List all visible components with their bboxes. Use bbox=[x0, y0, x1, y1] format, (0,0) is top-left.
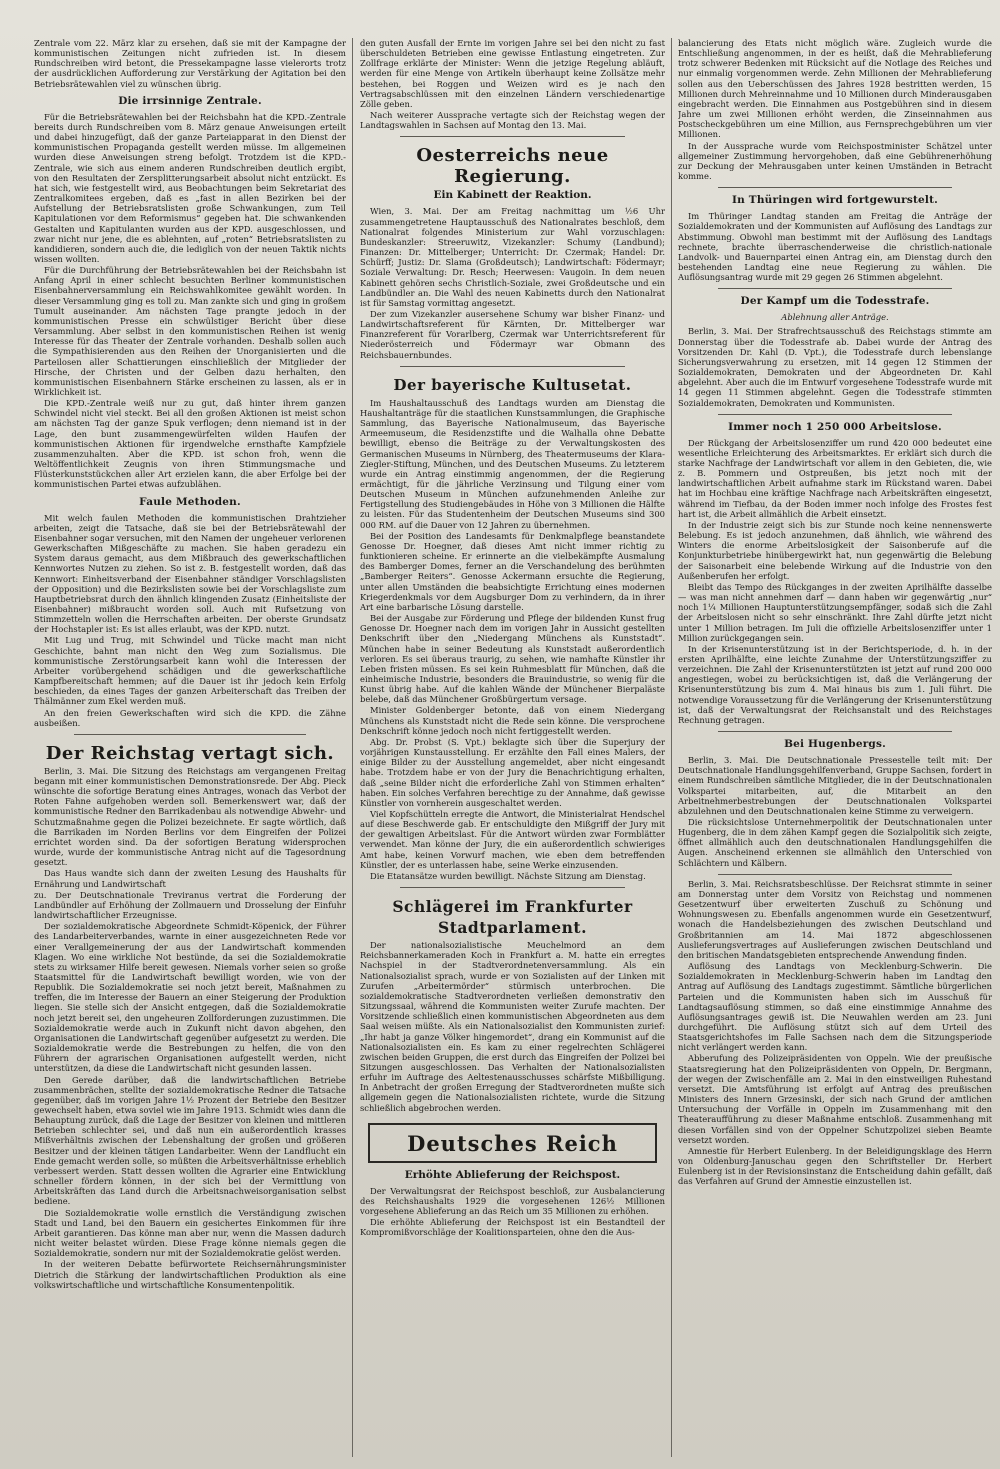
article-paragraph: Abberufung des Polizeipräsidenten von Oppeln. Wie der preußische Staatsregierung hat den Polizeipräsidenten von Oppeln, Dr. Bergmann, der wegen der Zwischenfälle am 2. Mai in den einstweiligen Ruhestand versetzt. Die Amtsführung ist erfolgt auf Antrag des preußischen Ministers des Innern Grzesinski, der sich nach Grund der amtlichen Untersuchung der Vorfälle in Oppeln im Zusammenhang mit den Theateraufführung zu dieser Maßnahme entschloß. Zusammenhang mit diesen Vorfällen sind von der Oppelner Schutzpolizei sieben Beamte versetzt worden. bbox=[678, 1053, 992, 1145]
article-paragraph: Die Sozialdemokratie wolle ernstlich die Verständigung zwischen Stadt und Land, bei den Bauern ein gesichertes Einkommen für ihre Arbeit garantieren. Das könne man aber nur, wenn die Massen dadurch nicht weiter belastet würden. Diese Frage könne niemals gegen die Sozialdemokratie, sondern nur mit der Sozialdemokratie gelöst werden. bbox=[34, 1207, 346, 1259]
subheadline: Ein Kabinett der Reaktion. bbox=[433, 189, 592, 202]
column-rule bbox=[671, 38, 672, 1457]
article-paragraph: In der Aussprache wurde vom Reichspostminister Schätzel unter allgemeiner Zustimmung hervorgehoben, daß eine Gebührenerhöhung zur Deckung der Mehrausgaben unter keinen Umständen in Betracht komme. bbox=[678, 140, 992, 182]
article-paragraph: In der Krisenunterstützung ist in der Berichtsperiode, d. h. in der ersten Aprilhälfte, eine leichte Zunahme der Unterstützungsziffer zu verzeichnen. Die Zahl der Krisenunterstützten ist jetzt auf rund 200 000 angestiegen, wobei zu berücksichtigen ist, daß die Verlängerung der Krisenunterstützung bis zum 4. Mai hinaus bis zum 1. Juli führt. Die notwendige Voraussetzung für die Verlängerung der Krisenunterstützung ist, daß der Verwaltungsrat der Reichsanstalt und des Reichstages Rechnung getragen. bbox=[678, 643, 992, 725]
article-paragraph: zu. Der Deutschnationale Treviranus vertrat die Forderung der Landbündler auf Erhöhung der Zollmauern und Drosselung der Einfuhr landwirtschaftlicher Erzeugnisse. bbox=[34, 889, 346, 921]
article-paragraph: Die erhöhte Ablieferung der Reichspost ist ein Bestandteil der Kompromißvorschläge der Koalitionsparteien, ohne den die Aus- bbox=[360, 1217, 665, 1238]
divider bbox=[718, 874, 952, 875]
headline: Der bayerische Kultusetat. bbox=[393, 375, 632, 394]
article-paragraph: Die Etatansätze wurden bewilligt. Nächste Sitzung am Dienstag. bbox=[370, 870, 646, 881]
article-paragraph: Berlin, 3. Mai. Die Sitzung des Reichstags am vergangenen Freitag begann mit einer kommunistischen Demonstrationsrede. Der Abg. Pieck wünschte die sofortige Beratung eines Antrages, wonach das Verbot der Roten Fahne aufgehoben werden soll. Bemerkenswert war, daß der kommunistische Redner den Barrikadenbau als notwendige Abwehr- und Schutzmaßnahme gegen die Polizei bezeichnete. Er sagte wörtlich, daß die Barrikaden im Norden Berlins vor dem Eingreifen der Polizei errichtet worden sind. Da der sofortigen Beratung widersprochen wurde, wurde der kommunistische Antrag nicht auf die Tagesordnung gesetzt. bbox=[34, 765, 346, 868]
article-paragraph: Mit Lug und Trug, mit Schwindel und Tücke macht man nicht Geschichte, bahnt man nicht den Weg zum Sozialismus. Die kommunistische Zerstörungsarbeit kann wohl die Interessen der Arbeiter vorübergehend schädigen und die gewerkschaftliche Kampfbereitschaft hemmen; auf die Dauer ist ihr jedoch kein Erfolg beschieden, da eines Tages der ganzen Arbeiterschaft das Treiben der Thälmänner zum Ekel werden muß. bbox=[34, 635, 346, 707]
column-middle bbox=[360, 38, 665, 1459]
article-paragraph: Für die Betriebsrätewahlen bei der Reichsbahn hat die KPD.-Zentrale bereits durch Rundschreiben vom 8. März genaue Anweisungen erteilt und dabei hinzugefügt, daß der ganze Parteiapparat in den Dienst der kommunistischen Propaganda gestellt werden müsse. Im allgemeinen wurden diese Anweisungen streng befolgt. Trotzdem ist die KPD.-Zentrale, wie sich aus einem anderen Rundschreiben deutlich ergibt, von den Resultaten der Zersplitterungsarbeit absolut nicht entzückt. Es hat sich, wie festgestellt wird, aus Beobachtungen beim Sekretariat des Zentralkomitees ergeben, daß es „fast in allen Bezirken bei der Aufstellung der Betriebsratslisten große Schwankungen, zum Teil Kapitulationen vor dem Reformismus“ gegeben hat. Die schwankenden Gestalten und Kapitulanten wurden aus der KPD. ausgeschlossen, und zwar nicht nur jene, die es ablehnten, auf „roten“ Betriebsratslisten zu kandidieren, sondern auch die, die lediglich von der neuen Taktik nichts wissen wollten. bbox=[34, 111, 346, 264]
divider bbox=[400, 366, 625, 367]
subheadline: Erhöhte Ablieferung der Reichspost. bbox=[404, 1168, 621, 1181]
article-paragraph: Auflösung des Landtags von Mecklenburg-Schwerin. Die Sozialdemokraten in Mecklenburg-Schwerin haben im Landtag den Antrag auf Auflösung des Landtags zugestimmt. Sämtliche bürgerlichen Parteien und die Kommunisten haben sich im Ausschuß für Landtagsauflösung stimmen, so daß eine einstimmige Annahme des Auflösungsantrages gewiß ist. Die Neuwahlen werden am 23. Juni durchgeführt. Die Auflösung stützt sich auf dem Urteil des Staatsgerichtshofes im Falle Sachsen nach dem die Sitzungsperiode nicht verlängert werden kann. bbox=[678, 961, 992, 1053]
article-paragraph: Zentrale vom 22. März klar zu ersehen, daß sie mit der Kampagne der kommunistischen Zeitungen nicht zufrieden ist. In diesem Rundschreiben wird betont, die Pressekampagne lasse vielerorts trotz der ausdrücklichen Aufforderung zur Verstärkung der Agitation bei den Betriebsrätewahlen viel zu wünschen übrig. bbox=[34, 38, 346, 89]
divider bbox=[718, 731, 952, 732]
article-paragraph: Bleibt das Tempo des Rückganges in der zweiten Aprilhälfte dasselbe — was man nicht annehmen darf — dann haben wir gegenwärtig „nur“ noch 1¼ Millionen Hauptunterstützungsempfänger, sodaß sich die Zahl der Arbeitslosen nicht so sehr einschränkt. Ihre Zahl dürfte jetzt nicht unter 1 Million betragen. Im Juli die offizielle Arbeitslosenziffer unter 1 Million zurückgegangen sein. bbox=[678, 581, 992, 643]
article-paragraph: Berlin, 3. Mai. Reichsratsbeschlüsse. Der Reichsrat stimmte in seiner am Donnerstag unter dem Vorsitz von Reichstag und nommenen Gesetzentwurf über erweiterten Zuschuß zu Schönung und Wohnungswesen zu. Ebenfalls angenommen wurde ein Gesetzentwurf, wonach die Handelsbeziehungen des zwischen Deutschland und Großbritannien am 14. Mai 1872 abgeschlossenen Auslieferungsvertrages auf Auslieferungen zwischen Deutschland und den britischen Mandatsgebieten entsprechende Anwendung finden. bbox=[678, 878, 992, 960]
headline: Schlägerei im Frankfurter Stadtparlament. bbox=[392, 897, 633, 938]
article-paragraph: Berlin, 3. Mai. Die Deutschnationale Pressestelle teilt mit: Der Deutschnationale Handlungsgehilfenverband, Gruppe Sachsen, fordert in einem Rundschreiben sämtliche Mitglieder, die in der Deutschnationalen Volkspartei mitarbeiten, auf, die Mitarbeit an den Arbeitnehmerbestrebungen der Deutschnationalen Volkspartei abzulehnen und den Deutschnationalen keine Stimme zu verweigern. bbox=[678, 755, 992, 816]
article-paragraph: Der Rückgang der Arbeitslosenziffer um rund 420 000 bedeutet eine wesentliche Erleichterung des Arbeitsmarktes. Er erklärt sich durch die starke Nachfrage der Landwirtschaft vor allem in den Gebieten, die, wie z. B. Pommern und Ostpreußen, bis jetzt noch mit der landwirtschaftlichen Arbeit aufnahme stark im Rückstand waren. Dabei hat im Hochbau eine kräftige Nachfrage nach Arbeitskräften eingesetzt, während im Tiefbau, da der Boden immer noch infolge des Frostes fest hart ist, die Arbeit allmählich die Arbeit einsetzt. bbox=[678, 437, 992, 519]
column-left bbox=[34, 38, 346, 1459]
article-paragraph: Nach weiterer Aussprache vertagte sich der Reichstag wegen der Landtagswahlen in Sachsen auf Montag den 13. Mai. bbox=[360, 110, 665, 131]
article-paragraph: In der weiteren Debatte befürwortete Reichsernährungsminister Dietrich die Stärkung der landwirtschaftlichen Produktion als eine volkswirtschaftliche und wirtschaftliche Konsumentenpolitik. bbox=[34, 1259, 346, 1290]
headline: Faule Methoden. bbox=[139, 495, 241, 508]
subheadline: Ablehnung aller Anträge. bbox=[781, 312, 889, 323]
article-paragraph: An den freien Gewerkschaften wird sich die KPD. die Zähne ausbeißen. bbox=[34, 707, 346, 728]
article-paragraph: Viel Kopfschütteln erregte die Antwort, die Ministerialrat Hendschel auf diese Beschwerde gab. Er entschuldigte den Mißgriff der Jury mit der gewaltigen Arbeitslast. Für die Antwort würden zwar Formblätter verwendet. Man könne der Jury, die ein außerordentlich schwieriges Amt habe, keinen Vorwurf machen, wie eben dem betreffenden Künstler, der es unterlassen habe, seine Werke einzusenden. bbox=[360, 809, 665, 870]
column-right bbox=[678, 38, 992, 1459]
headline: Immer noch 1 250 000 Arbeitslose. bbox=[728, 420, 942, 433]
article-paragraph: balancierung des Etats nicht möglich wäre. Zugleich wurde die Entschließung angenommen, in der es heißt, daß die Mehrablieferung trotz schwerer Bedenken mit Rücksicht auf die Notlage des Reiches und nur einmalig vorgenommen werde. Zehn Millionen der Mehrablieferung sollen aus den Ueberschüssen des Jahres 1928 bestritten werden, 15 Millionen durch Mehreinnahme und 10 Millionen durch Minderausgaben eingebracht werden. Die Einnahmen aus Postgebühren sind in diesem Jahre um zwei Millionen erhöht werden, die Zinseinnahmen aus Postscheckgebühren um eine Million, aus Fernsprechgebühren um vier Millionen. bbox=[678, 38, 992, 140]
article-paragraph: Für die Durchführung der Betriebsrätewahlen bei der Reichsbahn ist Anfang April in einer schlecht besuchten Berliner kommunistischen Eisenbahnerversammlung ein Reichswahlkomitee gewählt worden. In dieser Versammlung ging es toll zu. Man zankte sich und ging in großem Tumult auseinander. Am nächsten Tage prangte jedoch in der kommunistischen Presse ein schwülstiger Bericht über diese Versammlung. Aber selbst in den kommunistischen Reihen ist wenig Interesse für das Theater der Zentrale vorhanden. Deshalb sollen auch die Sympathisierenden aus den Reihen der Unorganisierten und die Parteilosen aller Schattierungen einschließlich der Mitglieder der Hirsche, der Christen und der Gelben dazu herhalten, den kommunistischen Eisenbahnern Stärke erscheinen zu lassen, als er in Wirklichkeit ist. bbox=[34, 265, 346, 397]
article-paragraph: den guten Ausfall der Ernte im vorigen Jahre sei bei den nicht zu fast überschuldeten Betrieben eine gewisse Entlastung eingetreten. Zur Zollfrage erklärte der Minister: Wenn die jetzige Regelung abläuft, werden für eine Menge von Artikeln überhaupt keine Zollsätze mehr bestehen, bei Roggen und Weizen wird es je nach den Vertragsabschlüssen mit den einzelnen Ländern verschiedenartige Zölle geben. bbox=[360, 38, 665, 109]
headline: Die irrsinnige Zentrale. bbox=[118, 94, 262, 107]
article-paragraph: Amnestie für Herbert Eulenberg. In der Beleidigungsklage des Herrn von Oldenburg-Januschau gegen den Schriftsteller Dr. Herbert Eulenberg ist in der Revisionsinstanz die Entscheidung dahin gefällt, daß das Verfahren auf Grund der Amnestie einzustellen ist. bbox=[678, 1145, 992, 1187]
divider bbox=[718, 288, 952, 289]
column-rule bbox=[352, 38, 353, 1457]
divider bbox=[718, 414, 952, 415]
article-paragraph: Berlin, 3. Mai. Der Strafrechtsausschuß des Reichstags stimmte am Donnerstag über die Todesstrafe ab. Dabei wurde der Antrag des Vorsitzenden Dr. Kahl (D. Vpt.), die Todesstrafe durch lebenslange Sicherungsverwahrung zu ersetzen, mit 14 gegen 12 Stimmen der Sozialdemokraten, Demokraten und der Abgeordneten Dr. Kahl abgelehnt. Aber auch die im Entwurf vorgesehene Todesstrafe wurde mit 14 gegen 11 Stimmen abgelehnt. Gegen die Todesstrafe stimmten Sozialdemokraten, Demokraten und Kommunisten. bbox=[678, 326, 992, 408]
article-paragraph: Bei der Ausgabe zur Förderung und Pflege der bildenden Kunst frug Genosse Dr. Hoegner nach dem im vorigen Jahr in Aussicht gestellten Denkschrift über den „Niedergang Münchens als Kunststadt“. München habe in seiner Bedeutung als Kunststadt außerordentlich verloren. Es sei überaus traurig, zu sehen, wie namhafte Künstler ihr Leben fristen müssen. Es sei kein Ruhmesblatt für München, daß die einheimische Industrie, besonders die Brauindustrie, so wenig für die Kunst übrig habe. Auf die kahlen Wände der Münchener Bierpaläste belebe, daß das Münchener Großbürgertum versage. bbox=[360, 613, 665, 705]
headline: Der Reichstag vertagt sich. bbox=[45, 742, 335, 764]
article-paragraph: Die KPD.-Zentrale weiß nur zu gut, daß hinter ihrem ganzen Schwindel nicht viel steckt. Bei all den großen Aktionen ist meist schon am nächsten Tag der ganze Spuk verflogen; denn niemand ist in der Lage, den bunt zusammengewürfelten wilden Haufen der kommunistischen Aktionen für irgendwelche ernsthafte Kampfziele zusammenzuhalten. Aber die KPD. ist schon froh, wenn die Weltöffentlichkeit Zeugnis von ihren Stimmungsmache und Flüsterkunststückchen aller Art erzielen kann, die aber Erfolge bei der kommunistischen Partei etwas aufzublähen. bbox=[34, 398, 346, 490]
headline: Der Kampf um die Todesstrafe. bbox=[740, 295, 930, 308]
section-box: Deutsches Reich bbox=[368, 1123, 657, 1163]
divider bbox=[400, 136, 625, 137]
article-paragraph: Der zum Vizekanzler ausersehene Schumy war bisher Finanz- und Landwirtschaftsreferent für Kärnten, Dr. Mittelberger war Finanzreferent für Vorarlberg, Czermak war Unterrichtsreferent für Niederösterreich und Födermayr war Obmann des Reichsbauernbundes. bbox=[360, 308, 665, 360]
article-paragraph: Minister Goldenberger betonte, daß von einem Niedergang Münchens als Kunststadt nicht die Rede sein könne. Die versprochene Denkschrift könne jedoch noch nicht fertiggestellt werden. bbox=[360, 705, 665, 736]
divider bbox=[400, 887, 625, 888]
article-paragraph: Wien, 3. Mai. Der am Freitag nachmittag um ½6 Uhr zusammengetretene Hauptausschuß des Nationalrates beschloß, dem Nationalrat folgendes Ministerium zur Wahl vorzuschlagen: Bundeskanzler: Streeruwitz, Vizekanzler: Schumy (Landbund); Finanzen: Dr. Mittelberger; Unterricht: Dr. Czermak; Handel: Dr. Schürff; Justiz: Dr. Slama (Großdeutsch); Landwirtschaft: Födermayr; Soziale Verwaltung: Dr. Resch; Heerwesen: Vaugoin. In dem neuen Kabinett gehören sechs Christlich-Soziale, zwei Großdeutsche und ein Landbündler an. Die Wahl des neuen Kabinetts durch den Nationalrat ist für Samstag vormittag angesetzt. bbox=[360, 206, 665, 308]
article-paragraph: Der nationalsozialistische Meuchelmord an dem Reichsbannerkameraden Koch in Frankfurt a. M. hatte ein erregtes Nachspiel in der Stadtverordnetenversammlung. Als ein Nationalsozialist sprach, wurde er von Sozialisten auf der Linken mit Zurufen „Arbeitermörder“ stürmisch unterbrochen. Die sozialdemokratische Stadtverordneten verließen demonstrativ den Sitzungssaal, während die Kommunisten weiter Zurufe machten. Der Vorsitzende schließlich einen kommunistischen Abgeordneten aus dem Saal weisen müßte. Als ein Nationalsozialist den Kommunisten zurief: „Ihr habt ja ganze Völker hingemordet“, drang ein Kommunist auf die Nationalsozialisten ein. Es kam zu einer regelrechten Schlägerei zwischen beiden Gruppen, die erst durch das Eingreifen der Polizei bei Sitzungen ausgeschlossen. Das Verhalten der Nationalsozialisten erfuhr im Auftrage des Aeltestenausschusses schärfste Mißbilligung. In Anbetracht der großen Erregung der Stadtverordneten mußte sich allgemein gegen die Nationalsozialisten richtete, wurde die Sitzung schließlich abgebrochen werden. bbox=[360, 940, 665, 1113]
article-paragraph: Die rücksichtslose Unternehmerpolitik der Deutschnationalen unter Hugenberg, die in dem zähen Kampf gegen die Sozialpolitik sich zeigte, öffnet allmählich auch den deutschnationalen Handlungsgehilfen die Augen. Anscheinend erkennen sie allmählich den Unterschied von Schlächtern und Kälbern. bbox=[678, 817, 992, 868]
article-paragraph: In der Industrie zeigt sich bis zur Stunde noch keine nennenswerte Belebung. Es ist jedoch anzunehmen, daß ähnlich, wie während des Winters die enorme Arbeitslosigkeit der Saisonberufe auf die Konjunkturbetriebe hinübergewirkt hat, nun gegenwärtig die Belebung der Saisonarbeit eine belebende Wirkung auf die Industrie von den Außenberufen her erfolgt. bbox=[678, 519, 992, 581]
article-paragraph: Der sozialdemokratische Abgeordnete Schmidt-Köpenick, der Führer des Landarbeiterverbandes, warnte in einer ausgezeichneten Rede vor einer Verallgemeinerung der aus der Landwirtschaft kommenden Klagen. Wo eine wirkliche Not bestünde, da sei die Sozialdemokratie stets zu wirksamer Hilfe bereit gewesen. Niemals vorher seien so große Staatsmittel für die Landwirtschaft bewilligt worden, wie von der Republik. Die Sozialdemokratie sei noch jetzt bereit, Maßnahmen zu treffen, die im Interesse der Bauern an einer Steigerung der Produktion liegen. Sie stelle sich der Ansicht entgegen, daß die Sozialdemokratie noch jetzt bereit sei, den ungeheuren Zollforderungen zuzustimmen. Die Sozialdemokratie werde auch in Zukunft nicht davon abgehen, den Organisationen die Landwirtschaft gegenüber aufgesetzt zu werden. Die Sozialdemokratie werde die Bestrebungen zu helfen, die von den Führern der agrarischen Organisationen aufgestellt werden, nicht unterstützen, da diese die Landwirtschaft nicht gesunden lassen. bbox=[34, 921, 346, 1074]
article-paragraph: Den Gerede darüber, daß die landwirtschaftlichen Betriebe zusammenbrächen, stellte der sozialdemokratische Redner die Tatsache gegenüber, daß im vorigen Jahre 1½ Prozent der Betriebe den Besitzer gewechselt haben, etwa soviel wie im Jahre 1913. Schmidt wies dann die Behauptung zurück, daß die Lage der Besitzer von kleinen und mittleren Betrieben schlechter sei, und daß nun ein außerordentlich krasses Mißverhältnis zwischen der Lebenshaltung der großen und größeren Besitzer und der kleinen tätigen Landarbeiter. Wenn der Landflucht ein Ende gemacht werden solle, so müßten die Arbeitsverhältnisse erheblich verbessert werden. Statt dessen wollten die Agrarier eine Entwicklung schneller fördern können, in der sich bei der Vermittlung von Arbeitskräften das Land durch die Arbeitsnachweisorganisation selbst bediene. bbox=[34, 1074, 346, 1207]
divider bbox=[718, 187, 952, 188]
divider bbox=[74, 734, 306, 735]
article-paragraph: Abg. Dr. Probst (S. Vpt.) beklagte sich über die Superjury der vorjährigen Kunstausstellung. Er erzählte den Fall eines Malers, der einige Bilder zu der Ausstellung angemeldet, aber nicht eingesandt habe. Trotzdem habe er von der Jury die Benachrichtigung erhalten, daß „seine Bilder nicht die erforderliche Zahl von Stimmen erhalten“ haben. Ein solches Verfahren berechtige zu der Annahme, daß gewisse Künstler von vornherein ausgeschaltet werden. bbox=[360, 736, 665, 808]
headline: Bei Hugenbergs. bbox=[784, 738, 886, 751]
article-paragraph: Mit welch faulen Methoden die kommunistischen Drahtzieher arbeiten, zeigt die Tatsache, daß sie bei der Betriebsrätewahl der Eisenbahner sogar versuchen, mit den Namen der ungeheuer verlorenen Gewerkschaften Mißgeschäfte zu machen. Sie haben geradezu ein System daraus gemacht, aus dem Mißbrauch des gewerkschaftlichen Kennwortes Nutzen zu ziehen. So ist z. B. festgestellt worden, daß das Kennwort: Einheitsverband der Eisenbahner ständiger Vorschlagslisten der Opposition) und die Bezirkslisten sowie bei der Vorschlagsliste zum Hauptbetriebsrat durch den ähnlich klingenden Zusatz (Einheitsliste der Eisenbahner) mißbraucht worden soll. Auch mit Rufsetzung von Stimmzetteln wollen die Herrschaften arbeiten. Der oberste Grundsatz der Hochstapler ist: Es ist alles erlaubt, was der KPD. nutzt. bbox=[34, 512, 346, 635]
article-paragraph: Der Verwaltungsrat der Reichspost beschloß, zur Ausbalancierung des Reichshaushalts 1929 die vorgesehenen 126½ Millionen vorgesehene Ablieferung an das Reich um 35 Millionen zu erhöhen. bbox=[360, 1185, 665, 1217]
article-paragraph: Das Haus wandte sich dann der zweiten Lesung des Haushalts für Ernährung und Landwirtschaft bbox=[34, 868, 346, 889]
article-paragraph: Im Haushaltausschuß des Landtags wurden am Dienstag die Haushaltanträge für die staatlichen Kunstsammlungen, die Graphische Sammlung, das Bayerische Nationalmuseum, das Bayerische Armeemuseum, die Residenzstifte und die Walhalla ohne Debatte bewilligt, ebenso die Beiträge zu der Verwaltungskosten des Germanischen Museums in Nürnberg, des Theatermuseums der Klara-Ziegler-Stiftung, München, und des Deutschen Museums. Zu letzterem wurde ein Antrag einstimmig angenommen, der die Regierung ermächtigt, für die jährliche Verzinsung und Tilgung einer vom Deutschen Museum in München aufzunehmenden Anleihe zur Fertigstellung des Studiengebäudes in Höhe von 3 Millionen die Hälfte zu leisten. Für das Studentenheim der Deutschen Museums sind 300 000 RM. auf die Dauer von 12 Jahren zu übernehmen. bbox=[360, 397, 665, 530]
article-paragraph: Bei der Position des Landesamts für Denkmalpflege beanstandete Genosse Dr. Hoegner, daß dieses Amt nicht immer richtig zu funktionieren scheine. Er erinnerte an die vielbekämpfte Ausmalung des Bamberger Domes, ferner an die Verschandelung des berühmten „Bamberger Reiters“. Genosse Ackermann ersuchte die Regierung, unter allen Umständen die beabsichtigte Errichtung eines modernen Kriegerdenkmals vor dem Augsburger Dom zu verhindern, da in ihrer Art eine barbarische Lösung darstelle. bbox=[360, 530, 665, 612]
article-paragraph: Im Thüringer Landtag standen am Freitag die Anträge der Sozialdemokraten und der Kommunisten auf Auflösung des Landtags zur Abstimmung. Obwohl man bestimmt mit der Auflösung des Landtags rechnete, brachte überraschenderweise die christlich-nationale Landvolk- und Bauernpartei einen Antrag ein, am Dienstag durch den bestehenden Landtag eine neue Regierung zu wählen. Die Auflösungsantrag wurde mit 29 gegen 26 Stimmen abgelehnt. bbox=[678, 211, 992, 283]
headline: Oesterreichs neue Regierung. bbox=[416, 145, 609, 188]
headline: In Thüringen wird fortgewurstelt. bbox=[732, 194, 938, 207]
